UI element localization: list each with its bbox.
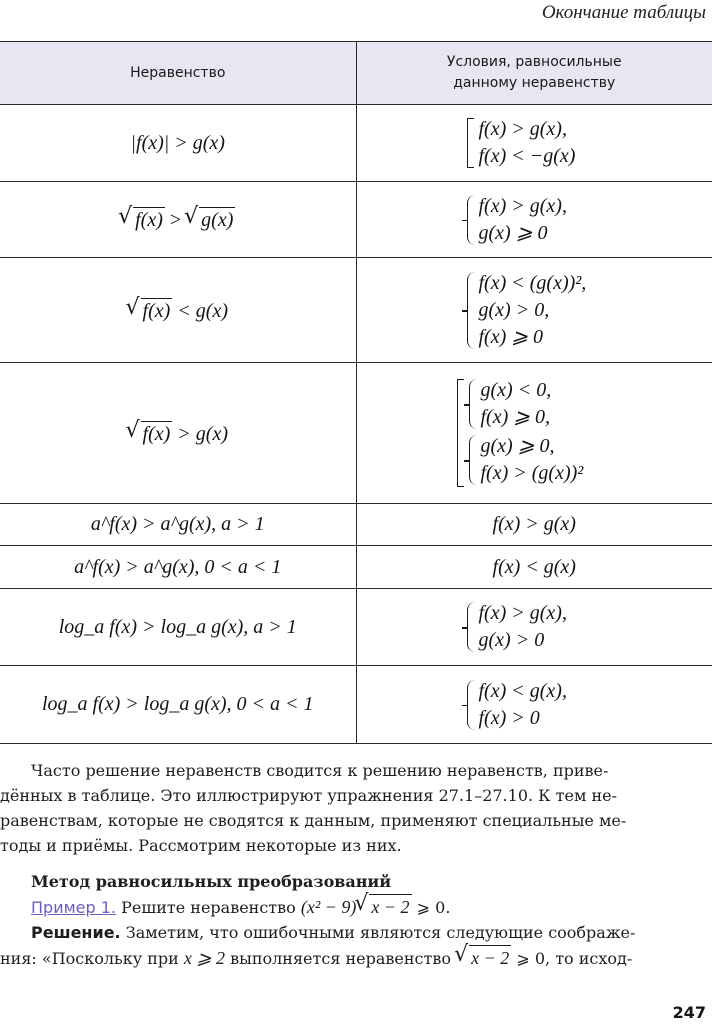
solution-line: ния: «Поскольку при x ⩾ 2 выполняется неравенство √ x − 2 ⩾ 0, то исход- [0, 945, 703, 971]
inequality-cell [0, 258, 356, 363]
inequality-formula: √ f(x) < g(x) [128, 300, 228, 322]
system-brace [467, 272, 476, 349]
system-brace [467, 195, 476, 245]
table-continuation-caption: Окончание таблицы [541, 2, 706, 23]
sqrt-symbol: √ g(x) [186, 207, 235, 232]
conditions-cell [356, 363, 712, 504]
table-header-row [0, 42, 712, 105]
table-row [0, 363, 712, 504]
inequality-cell [0, 666, 356, 744]
inequality-cell [0, 363, 356, 504]
condition-system: f(x) < g(x), f(x) > 0 [467, 678, 567, 732]
inequality-cell [0, 182, 356, 258]
table-row [0, 105, 712, 182]
set-bracket [457, 379, 464, 487]
conditions-cell: f(x) > g(x) [356, 504, 712, 546]
inequality-formula: |f(x)| > g(x) [130, 131, 225, 154]
system-brace [469, 435, 478, 485]
condition-system: g(x) < 0, f(x) ⩾ 0, [469, 377, 584, 431]
inequality-cell [0, 546, 356, 589]
condition-system: g(x) ⩾ 0, f(x) > (g(x))² [469, 433, 584, 487]
inequality-formula: √ f(x) > √ g(x) [120, 209, 235, 231]
example-1-link[interactable]: Пример 1. [31, 898, 117, 917]
condition-system: f(x) > g(x), g(x) > 0 [467, 600, 567, 654]
method-heading: Метод равносильных преобразований [31, 872, 392, 891]
header-conditions: Условия, равносильные данному неравенству [356, 42, 712, 105]
table-row [0, 546, 712, 589]
condition-set-of-systems [457, 377, 584, 489]
conditions-cell [356, 105, 712, 182]
inequality-formula: log_a f(x) > log_a g(x), 0 < a < 1 [41, 693, 314, 715]
inequality-formula: a^f(x) > a^g(x), 0 < a < 1 [74, 555, 282, 578]
example-line: Пример 1. Решите неравенство (x² − 9)√ x − 2 ⩾ 0. [31, 894, 703, 920]
inequality-formula: log_a f(x) > log_a g(x), a > 1 [58, 615, 297, 638]
system-brace [467, 602, 476, 652]
sqrt-symbol: √ f(x) [128, 421, 173, 446]
header-inequality: Неравенство [0, 42, 356, 105]
conditions-cell [356, 666, 712, 744]
page-number: 247 [672, 1003, 706, 1022]
conditions-cell [356, 258, 712, 363]
conditions-cell [356, 182, 712, 258]
condition-set: f(x) > g(x), f(x) < −g(x) [467, 116, 576, 170]
table-row [0, 504, 712, 546]
sqrt-symbol: √ f(x) [120, 207, 165, 232]
inequality-formula: a^f(x) > a^g(x), a > 1 [90, 513, 265, 535]
condition-system: f(x) < (g(x))², g(x) > 0, f(x) ⩾ 0 [467, 270, 587, 351]
sqrt-symbol: √ x − 2 [456, 945, 511, 971]
sqrt-symbol: √ x − 2 [356, 894, 411, 920]
set-bracket [467, 118, 474, 168]
example-block [0, 869, 703, 971]
table-row [0, 666, 712, 744]
table-row [0, 258, 712, 363]
inequality-cell [0, 504, 356, 546]
inequality-cell [0, 105, 356, 182]
intro-paragraph: Часто решение неравенств сводится к решению неравенств, приве- дённых в таблице. Это иллюстрируют упражнения 27.1–27.10. К тем не- равенствам, которые не сводятся к данным, применяют специальные ме- тоды и приёмы. Рассмотрим некоторые из них. [0, 761, 627, 855]
condition-system: f(x) > g(x), g(x) ⩾ 0 [467, 193, 567, 247]
sqrt-symbol: √ f(x) [128, 298, 173, 323]
solution-label: Решение. [31, 923, 121, 942]
inequality-formula: √ f(x) > g(x) [128, 423, 228, 445]
system-brace [467, 680, 476, 730]
inequality-cell [0, 589, 356, 666]
conditions-cell: f(x) < g(x) [356, 546, 712, 589]
table-row [0, 589, 712, 666]
conditions-cell [356, 589, 712, 666]
solution-line: Решение. Заметим, что ошибочными являются следующие соображе- [31, 923, 636, 942]
table-row [0, 182, 712, 258]
inequalities-table [0, 41, 712, 744]
system-brace [469, 379, 478, 429]
